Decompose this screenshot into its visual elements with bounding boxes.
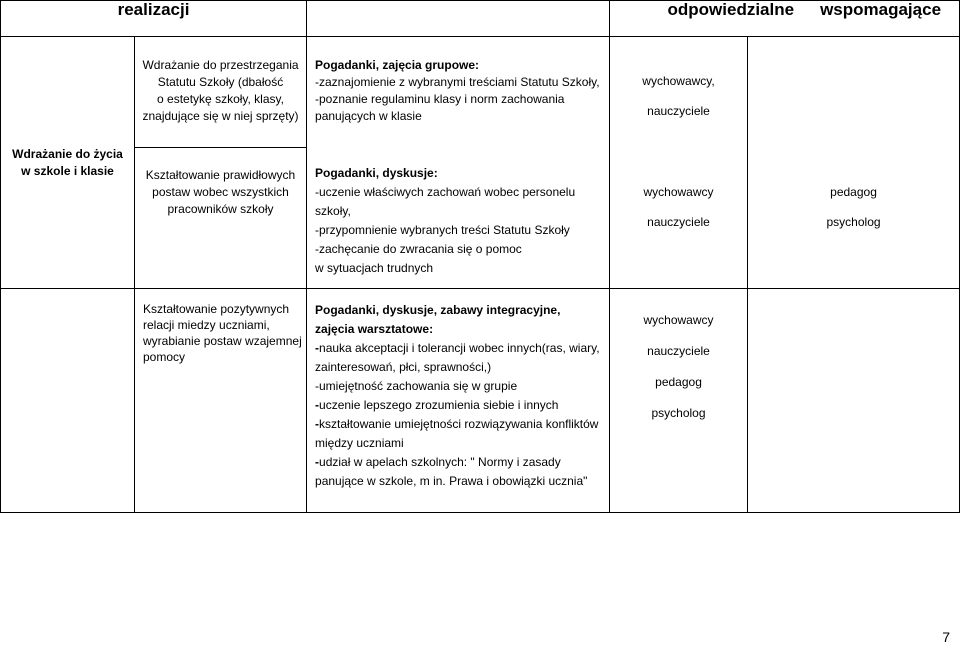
form-detail: szkoły, xyxy=(315,203,351,218)
header-responsible-supporting xyxy=(610,1,960,37)
form-detail: -kształtowanie umiejętności rozwiązywania konfliktów xyxy=(315,417,599,431)
supporting-line: pedagog xyxy=(830,184,877,199)
form-detail: -uczenie lepszego zrozumienia siebie i innych xyxy=(315,398,559,412)
task-line: postaw wobec wszystkich xyxy=(152,185,289,199)
area-line-2: w szkole i klasie xyxy=(21,163,114,178)
responsible-line: wychowawcy xyxy=(643,313,714,327)
header-empty xyxy=(307,1,610,37)
form-cell xyxy=(307,148,610,289)
form-title: Pogadanki, zajęcia grupowe: xyxy=(315,58,480,72)
form-cell xyxy=(307,289,610,513)
header-responsible: odpowiedzialne xyxy=(667,0,795,19)
form-detail: -zaznajomienie z wybranymi treściami Statutu Szkoły, xyxy=(315,75,600,89)
responsible-line: wychowawcy, xyxy=(642,74,715,88)
form-detail: między uczniami xyxy=(315,436,404,450)
responsible-line: wychowawcy xyxy=(643,184,714,199)
header-realization: realizacji xyxy=(1,1,307,37)
page-number: 7 xyxy=(942,629,950,645)
responsible-cell xyxy=(610,148,748,289)
responsible-line: nauczyciele xyxy=(647,104,710,118)
area-cell-empty xyxy=(1,289,135,513)
form-detail: -udział w apelach szkolnych: " Normy i zasady xyxy=(315,455,561,469)
task-line: pomocy xyxy=(143,350,186,364)
task-line: wyrabianie postaw wzajemnej xyxy=(143,334,302,348)
task-cell xyxy=(135,37,307,148)
area-line-1: Wdrażanie do życia xyxy=(12,146,123,161)
form-cell xyxy=(307,37,610,148)
form-detail: w sytuacjach trudnych xyxy=(315,260,434,275)
form-detail: -zachęcanie do zwracania się o pomoc xyxy=(315,241,522,256)
task-line: Kształtowanie pozytywnych xyxy=(143,302,290,316)
responsible-line: psycholog xyxy=(651,406,706,420)
responsible-line: nauczyciele xyxy=(647,214,710,229)
task-line: Statutu Szkoły (dbałość xyxy=(157,75,284,89)
responsible-cell xyxy=(610,289,748,513)
task-line: pracowników szkoły xyxy=(167,202,274,216)
task-cell xyxy=(135,289,307,513)
responsible-cell xyxy=(610,37,748,148)
task-line: o estetykę szkoły, klasy, xyxy=(157,92,284,106)
form-detail: -uczenie właściwych zachowań wobec personelu xyxy=(315,184,576,199)
table-row xyxy=(1,37,960,148)
form-title: Pogadanki, dyskusje: xyxy=(315,165,438,180)
table-row xyxy=(1,289,960,513)
task-line: relacji miedzy uczniami, xyxy=(143,318,270,332)
form-detail: -nauka akceptacji i tolerancji wobec innych(ras, wiary, xyxy=(315,341,600,355)
form-detail: -poznanie regulaminu klasy i norm zachowania xyxy=(315,92,565,106)
task-cell xyxy=(135,148,307,289)
form-detail: -umiejętność zachowania się w grupie xyxy=(315,379,518,393)
form-detail: zainteresowań, płci, sprawności,) xyxy=(315,360,492,374)
form-title: Pogadanki, dyskusje, zabawy integracyjne, xyxy=(315,303,561,317)
table-row xyxy=(1,148,960,289)
responsible-line: pedagog xyxy=(655,375,702,389)
supporting-line: psycholog xyxy=(826,214,881,229)
area-cell xyxy=(1,37,135,289)
task-line: Kształtowanie prawidłowych xyxy=(145,168,296,182)
task-line: znajdujące się w niej sprzęty) xyxy=(142,109,299,123)
task-line: Wdrażanie do przestrzegania xyxy=(142,58,299,72)
table-header-row xyxy=(1,1,960,37)
supporting-cell xyxy=(748,37,960,148)
supporting-cell xyxy=(748,148,960,289)
form-detail: panujące w szkole, m in. Prawa i obowiązki ucznia" xyxy=(315,474,588,488)
form-title: zajęcia warsztatowe: xyxy=(315,322,434,336)
supporting-cell xyxy=(748,289,960,513)
responsible-line: nauczyciele xyxy=(647,344,710,358)
form-detail: panujących w klasie xyxy=(315,109,422,123)
form-detail: -przypomnienie wybranych treści Statutu Szkoły xyxy=(315,222,570,237)
header-supporting: wspomagające xyxy=(820,0,942,19)
